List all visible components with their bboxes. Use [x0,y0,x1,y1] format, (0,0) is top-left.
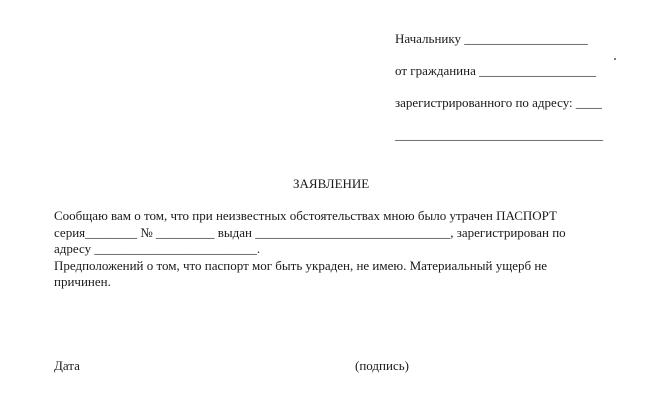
body-line-5: причинен. [54,274,111,289]
signature-label: (подпись) [355,358,409,373]
date-label: Дата [54,358,80,373]
body-line-2: серия________ № _________ выдан ______________________________, зарегистрирован по [54,224,566,240]
header-registered-address-line: зарегистрированного по адресу: ____ [395,95,602,110]
document-title: ЗАЯВЛЕНИЕ [293,176,370,191]
header-from-citizen-line: от гражданина __________________ [395,63,597,78]
body-line-1: Сообщаю вам о том, что при неизвестных обстоятельствах мною было утрачен ПАСПОРТ [54,208,557,223]
scan-dot [614,58,616,60]
header-blank-line: ________________________________ [395,127,603,142]
header-addressee-line: Начальнику ___________________ [395,31,588,46]
body-line-4: Предположений о том, что паспорт мог быть украден, не имею. Материальный ущерб не [54,257,548,273]
body-line-3: адресу _________________________. [54,241,261,256]
document-body [54,208,614,291]
